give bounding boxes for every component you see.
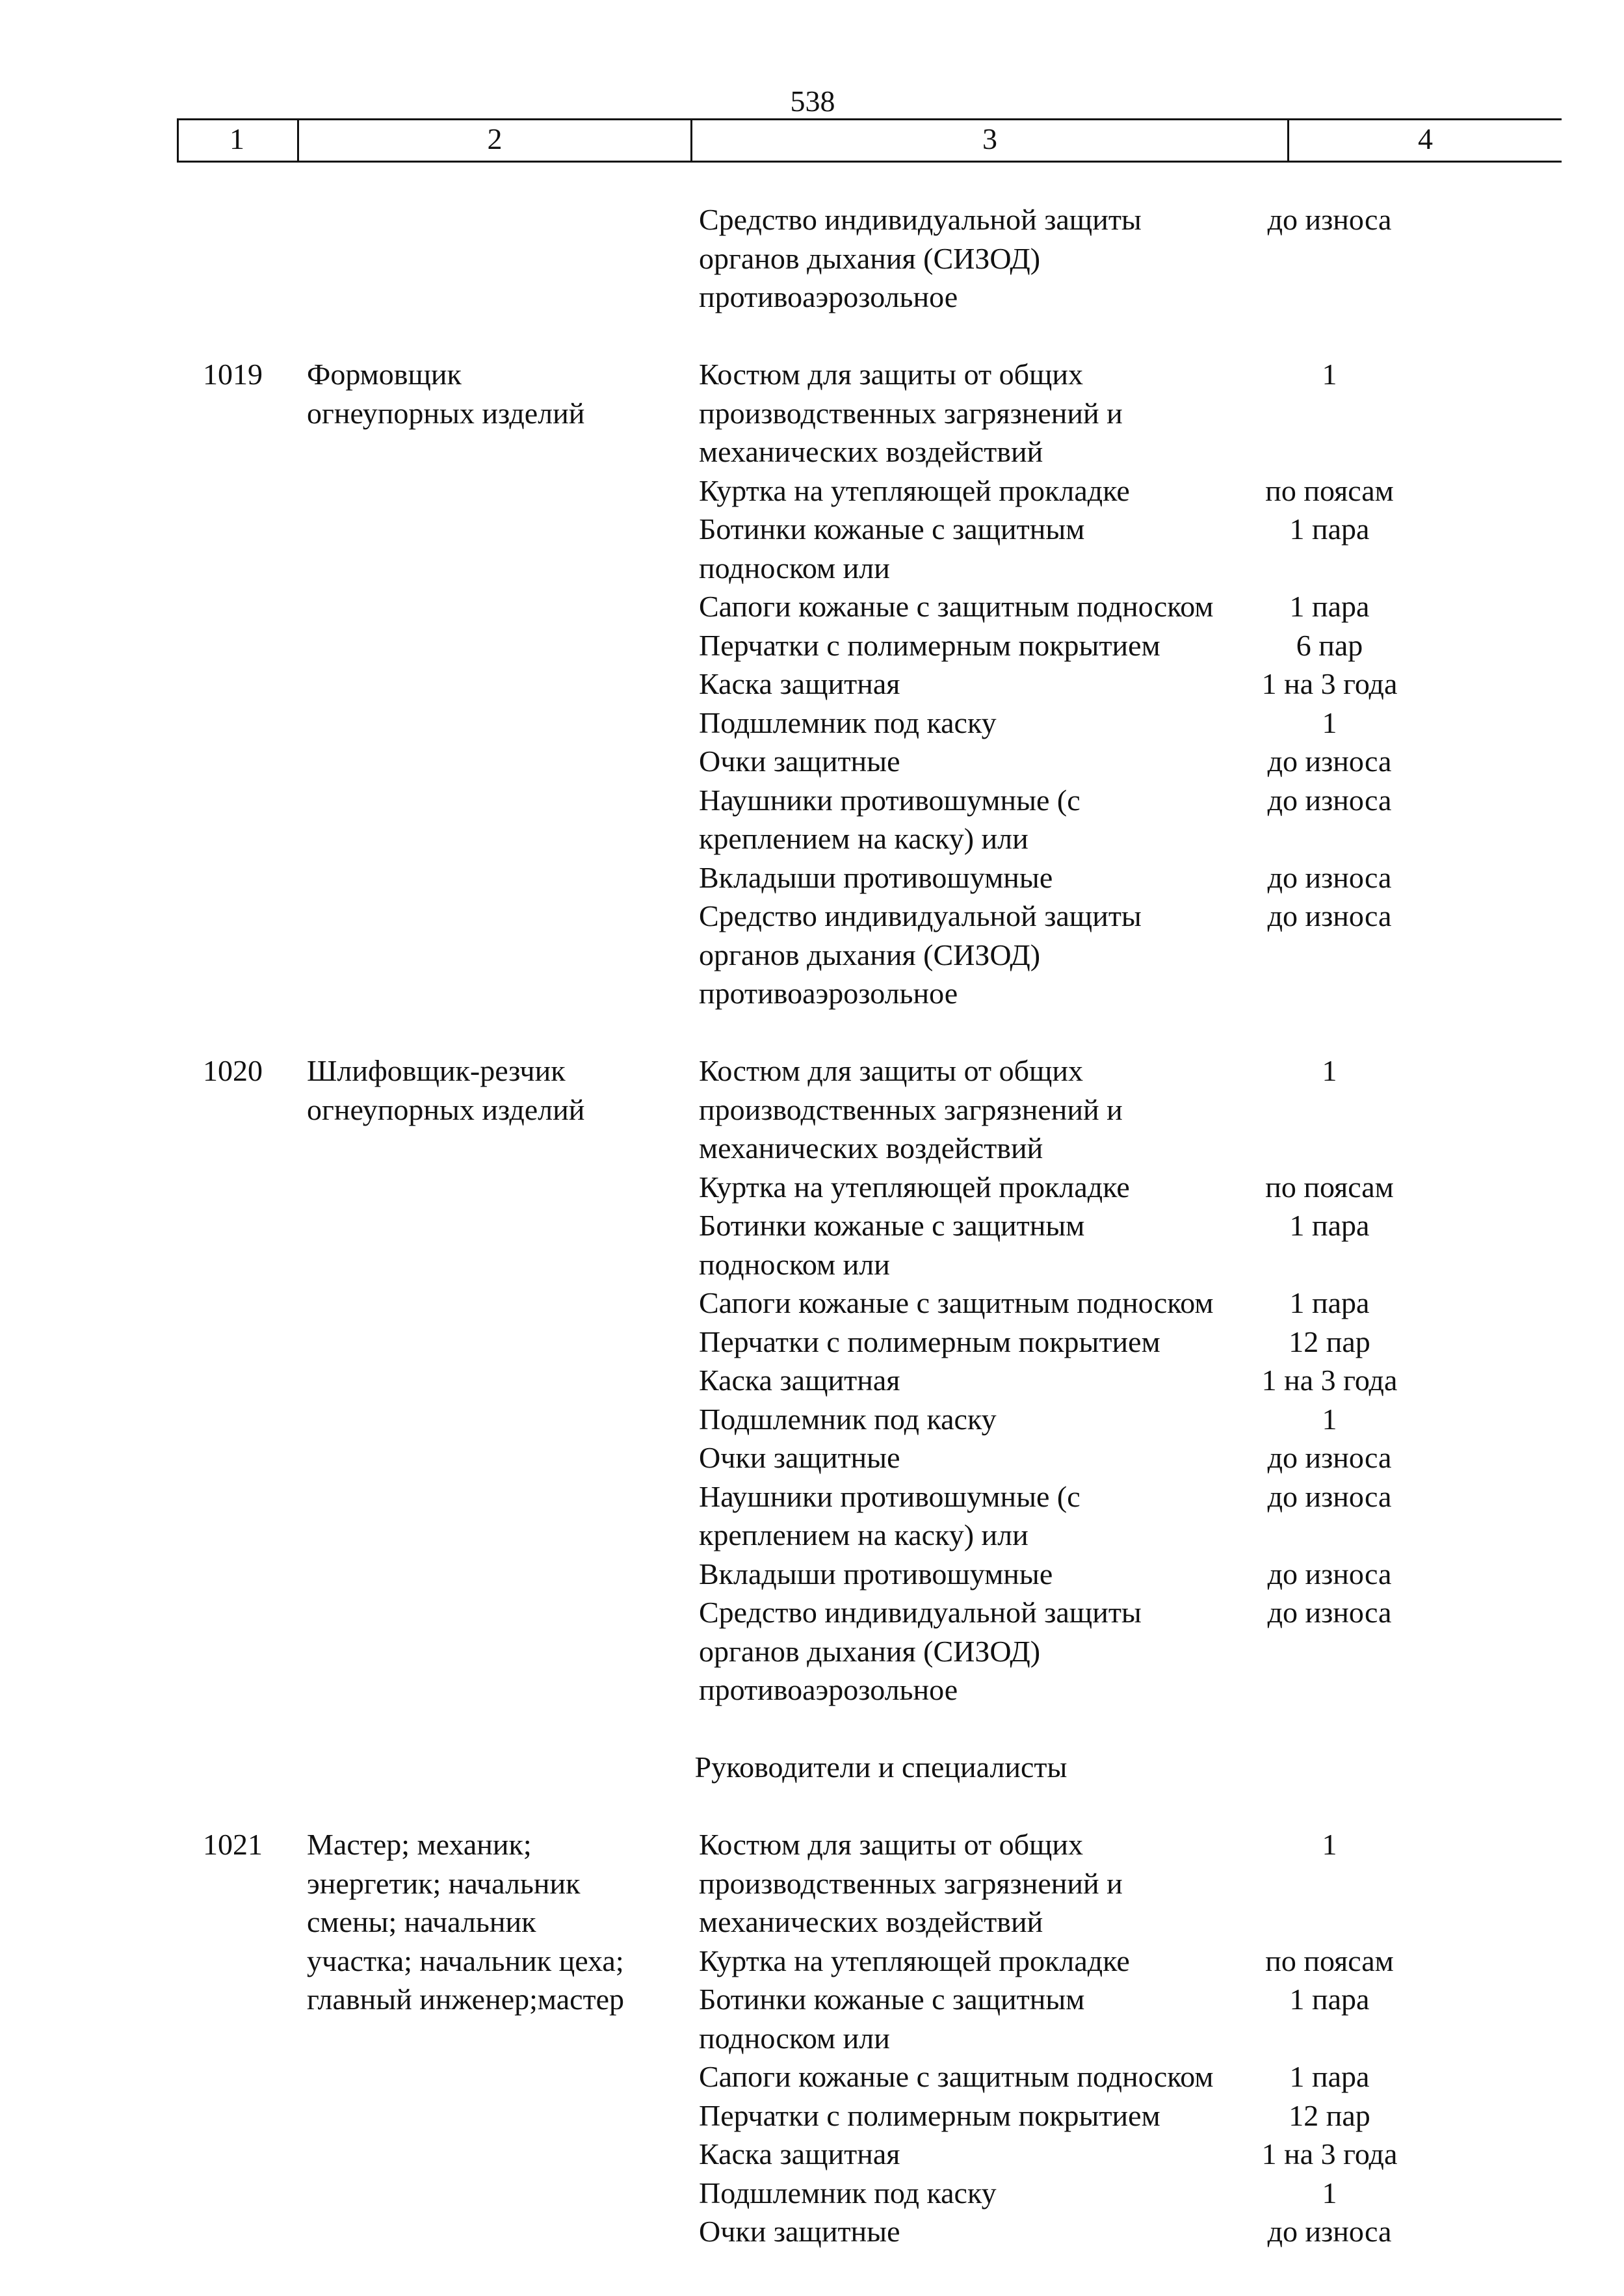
ppe-norm: 1 пара: [1289, 512, 1370, 546]
ppe-item: Куртка на утепляющей прокладке: [699, 1944, 1130, 1977]
ppe-norm: 1 пара: [1289, 1286, 1370, 1319]
ppe-norm: по поясам: [1265, 1944, 1394, 1977]
ppe-item: Сапоги кожаные с защитным подноском: [699, 2060, 1214, 2093]
ppe-norm: 1: [1322, 2176, 1337, 2210]
ppe-item: Куртка на утепляющей прокладке: [699, 473, 1130, 507]
ppe-item: Средство индивидуальной защиты: [699, 899, 1142, 932]
header-col-3: 3: [982, 122, 997, 155]
ppe-norm: 1 пара: [1289, 590, 1370, 623]
ppe-norm: до износа: [1267, 1596, 1392, 1629]
ppe-item: Подшлемник под каску: [699, 2176, 997, 2210]
entry-number: 1021: [203, 1828, 263, 1861]
ppe-item: Очки защитные: [699, 2215, 900, 2248]
ppe-item: Очки защитные: [699, 745, 900, 778]
entry-profession: смены; начальник: [307, 1905, 536, 1938]
ppe-item: Каска защитная: [699, 2137, 900, 2171]
page-number: 538: [790, 85, 835, 118]
ppe-norm: 6 пар: [1296, 628, 1363, 662]
ppe-item: Вкладыши противошумные: [699, 860, 1053, 894]
entry-profession: Мастер; механик;: [307, 1828, 532, 1861]
ppe-item: противоаэрозольное: [699, 977, 958, 1010]
ppe-item: Перчатки с полимерным покрытием: [699, 1325, 1160, 1358]
ppe-norm: 1: [1322, 358, 1337, 391]
ppe-item: Ботинки кожаные с защитным: [699, 512, 1085, 546]
ppe-norm: 12 пар: [1289, 1325, 1370, 1358]
ppe-item: Ботинки кожаные с защитным: [699, 1209, 1085, 1242]
ppe-norm: 1 на 3 года: [1261, 2137, 1398, 2171]
section-title: Руководители и специалисты: [694, 1750, 1067, 1784]
ppe-item: Каска защитная: [699, 667, 900, 700]
ppe-item: механических воздействий: [699, 435, 1043, 468]
ppe-norm: 1 пара: [1289, 1983, 1370, 2016]
ppe-item: Перчатки с полимерным покрытием: [699, 628, 1160, 662]
ppe-norm: до износа: [1267, 1441, 1392, 1474]
entry-profession: огнеупорных изделий: [307, 396, 585, 430]
ppe-norm: 1 пара: [1289, 1209, 1370, 1242]
ppe-item: Очки защитные: [699, 1441, 900, 1474]
ppe-item: органов дыхания (СИЗОД): [699, 938, 1041, 971]
ppe-norm: до износа: [1267, 783, 1392, 817]
ppe-norm: до износа: [1267, 1557, 1392, 1590]
ppe-item: противоаэрозольное: [699, 1673, 958, 1706]
ppe-norm: до износа: [1267, 899, 1392, 932]
ppe-item: Вкладыши противошумные: [699, 1557, 1053, 1590]
ppe-item: противоаэрозольное: [699, 280, 958, 313]
ppe-norm: до износа: [1267, 860, 1392, 894]
ppe-norm: 1 на 3 года: [1261, 667, 1398, 700]
ppe-item: подноском или: [699, 1247, 890, 1281]
ppe-item: Сапоги кожаные с защитным подноском: [699, 1286, 1214, 1319]
ppe-item: Подшлемник под каску: [699, 706, 997, 739]
ppe-item: Перчатки с полимерным покрытием: [699, 2098, 1160, 2132]
ppe-norm: 1: [1322, 1402, 1337, 1436]
header-col-1: 1: [229, 122, 244, 155]
ppe-norm: по поясам: [1265, 1170, 1394, 1204]
entry-profession: огнеупорных изделий: [307, 1092, 585, 1126]
entry-profession: главный инженер;мастер: [307, 1983, 625, 2016]
ppe-item: механических воздействий: [699, 1905, 1043, 1938]
ppe-norm: по поясам: [1265, 473, 1394, 507]
ppe-item: Подшлемник под каску: [699, 1402, 997, 1436]
entry-profession: энергетик; начальник: [307, 1866, 581, 1900]
ppe-norm: 1: [1322, 706, 1337, 739]
entry-number: 1019: [203, 358, 263, 391]
ppe-item: Каска защитная: [699, 1364, 900, 1397]
header-col-2: 2: [487, 122, 503, 155]
ppe-item: Куртка на утепляющей прокладке: [699, 1170, 1130, 1204]
ppe-item: Сапоги кожаные с защитным подноском: [699, 590, 1214, 623]
ppe-item: производственных загрязнений и: [699, 396, 1123, 430]
ppe-norm: 1: [1322, 1828, 1337, 1861]
ppe-item: Средство индивидуальной защиты: [699, 1596, 1142, 1629]
ppe-norm: до износа: [1267, 1479, 1392, 1513]
ppe-norm: 12 пар: [1289, 2098, 1370, 2132]
ppe-norm: до износа: [1267, 745, 1392, 778]
ppe-item: органов дыхания (СИЗОД): [699, 1634, 1041, 1668]
ppe-item: Костюм для защиты от общих: [699, 358, 1084, 391]
ppe-norm: 1 на 3 года: [1261, 1364, 1398, 1397]
ppe-norm: до износа: [1267, 2215, 1392, 2248]
ppe-item: креплением на каску) или: [699, 822, 1028, 855]
table-header: [177, 118, 1562, 163]
entry-profession: Шлифовщик-резчик: [307, 1054, 566, 1087]
ppe-item: подноском или: [699, 2021, 890, 2055]
ppe-item: Костюм для защиты от общих: [699, 1828, 1084, 1861]
ppe-item: Средство индивидуальной защиты: [699, 203, 1142, 236]
ppe-item: Наушники противошумные (с: [699, 783, 1080, 817]
entry-number: 1020: [203, 1054, 263, 1087]
ppe-norm: 1 пара: [1289, 2060, 1370, 2093]
ppe-item: Наушники противошумные (с: [699, 1479, 1080, 1513]
ppe-item: подноском или: [699, 551, 890, 585]
entry-profession: Формовщик: [307, 358, 462, 391]
ppe-item: производственных загрязнений и: [699, 1866, 1123, 1900]
ppe-item: Ботинки кожаные с защитным: [699, 1983, 1085, 2016]
ppe-item: органов дыхания (СИЗОД): [699, 241, 1041, 275]
ppe-item: производственных загрязнений и: [699, 1092, 1123, 1126]
entry-profession: участка; начальник цеха;: [307, 1944, 624, 1977]
ppe-item: Костюм для защиты от общих: [699, 1054, 1084, 1087]
ppe-item: механических воздействий: [699, 1131, 1043, 1165]
ppe-norm: 1: [1322, 1054, 1337, 1087]
header-col-4: 4: [1418, 122, 1433, 155]
ppe-norm: до износа: [1267, 203, 1392, 236]
ppe-item: креплением на каску) или: [699, 1518, 1028, 1551]
